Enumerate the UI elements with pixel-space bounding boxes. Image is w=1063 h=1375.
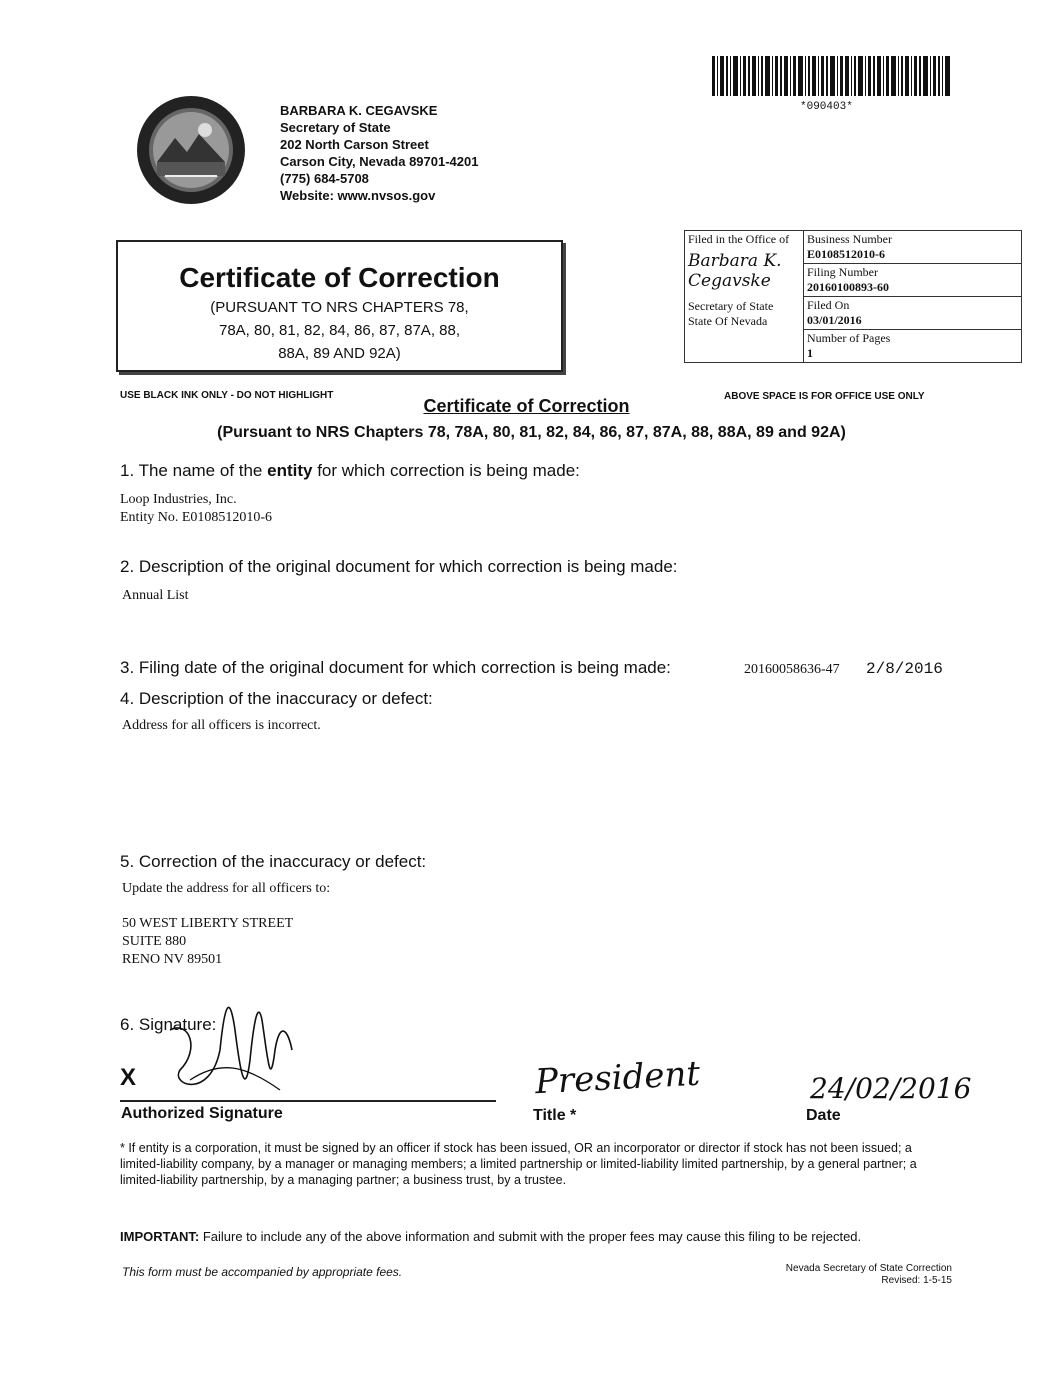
title-subtitle-2: 78A, 80, 81, 82, 84, 86, 87, 87A, 88, bbox=[218, 322, 461, 339]
footnote: * If entity is a corporation, it must be signed by an officer if stock has been issued, OR an incorporator or director if stock has not been issued; a limited-liability company, by a manager or managing members; a limited partnership or limited-liability limited partnership, by a general partner; a limited-liability partnership, by a managing partner; a business trust, by a trustee. bbox=[120, 1141, 917, 1187]
answer-5-address bbox=[122, 915, 293, 969]
certificate-title: Certificate of Correction bbox=[179, 262, 500, 293]
filed-on-cell bbox=[804, 297, 1022, 330]
question-2: 2. Description of the original document for which correction is being made: bbox=[120, 557, 678, 576]
title-value: President bbox=[534, 1053, 701, 1103]
filing-info-table bbox=[684, 230, 1022, 363]
state-seal-icon bbox=[135, 94, 247, 206]
filed-on-label: Filed On bbox=[807, 298, 850, 312]
barcode-icon bbox=[712, 56, 950, 96]
authorized-signature-label: Authorized Signature bbox=[121, 1105, 283, 1122]
address-city: RENO NV 89501 bbox=[122, 952, 223, 967]
filing-office-cell bbox=[685, 231, 804, 363]
question-6: 6. Signature: bbox=[120, 1015, 217, 1034]
answer-3-date: 2/8/2016 bbox=[866, 660, 943, 678]
answer-5-intro: Update the address for all officers to: bbox=[122, 881, 331, 896]
form-title bbox=[0, 396, 1063, 417]
form-subtitle: (Pursuant to NRS Chapters 78, 78A, 80, 81, 82, 84, 86, 87, 87A, 88, 88A, 89 and 92A) bbox=[217, 424, 846, 441]
answer-1 bbox=[120, 491, 272, 527]
question-1: 1. The name of the entity for which correction is being made: bbox=[120, 461, 580, 480]
address-line-2: Carson City, Nevada 89701-4201 bbox=[280, 154, 479, 169]
revision-line-2: Revised: 1-5-15 bbox=[881, 1275, 952, 1286]
date-label: Date bbox=[806, 1107, 841, 1124]
pages-cell bbox=[804, 330, 1022, 363]
signature-scribble-icon bbox=[150, 990, 310, 1115]
filing-number-cell bbox=[804, 264, 1022, 297]
business-number-label: Business Number bbox=[807, 232, 892, 246]
form-title-text: Certificate of Correction bbox=[423, 396, 630, 416]
pages-label: Number of Pages bbox=[807, 331, 891, 345]
answer-2: Annual List bbox=[122, 588, 189, 603]
business-number-cell bbox=[804, 231, 1022, 264]
question-4: 4. Description of the inaccuracy or defect: bbox=[120, 689, 433, 708]
title-subtitle-3: 88A, 89 AND 92A) bbox=[278, 345, 401, 362]
sos-name: BARBARA K. CEGAVSKE bbox=[280, 103, 438, 118]
revision-line-1: Nevada Secretary of State Correction bbox=[785, 1263, 952, 1274]
address-street: 50 WEST LIBERTY STREET bbox=[122, 916, 294, 931]
secretary-signature: Barbara K. Cegavske bbox=[688, 251, 782, 291]
address-suite: SUITE 880 bbox=[122, 934, 187, 949]
date-value: 24/02/2016 bbox=[810, 1072, 972, 1105]
important-label: IMPORTANT: bbox=[120, 1229, 200, 1244]
secretary-label: Secretary of State bbox=[688, 299, 774, 313]
signature-x: X bbox=[120, 1064, 137, 1091]
pages: 1 bbox=[807, 346, 813, 360]
entity-number: Entity No. E0108512010-6 bbox=[120, 510, 273, 525]
title-subtitle-1: (PURSUANT TO NRS CHAPTERS 78, bbox=[210, 299, 469, 316]
title-label: Title * bbox=[533, 1107, 577, 1124]
revision-note bbox=[700, 1263, 952, 1287]
answer-4: Address for all officers is incorrect. bbox=[122, 718, 321, 733]
entity-name: Loop Industries, Inc. bbox=[120, 492, 237, 507]
address-line-1: 202 North Carson Street bbox=[280, 137, 429, 152]
question-5: 5. Correction of the inaccuracy or defect: bbox=[120, 852, 427, 871]
filed-on: 03/01/2016 bbox=[807, 313, 862, 327]
important-text: Failure to include any of the above information and submit with the proper fees may cause this filing to be rejected. bbox=[202, 1229, 862, 1244]
filing-number-label: Filing Number bbox=[807, 265, 878, 279]
ink-note: USE BLACK INK ONLY - DO NOT HIGHLIGHT bbox=[120, 390, 334, 401]
phone: (775) 684-5708 bbox=[280, 171, 369, 186]
fees-note: This form must be accompanied by appropriate fees. bbox=[122, 1265, 403, 1279]
website: Website: www.nvsos.gov bbox=[280, 188, 436, 203]
business-number: E0108512010-6 bbox=[807, 247, 885, 261]
state-label: State Of Nevada bbox=[688, 314, 768, 328]
title-box bbox=[116, 240, 563, 372]
answer-3-number: 20160058636-47 bbox=[744, 662, 840, 677]
important-note bbox=[120, 1229, 970, 1244]
filed-in-label: Filed in the Office of bbox=[688, 232, 790, 246]
filing-number: 20160100893-60 bbox=[807, 280, 889, 294]
question-3: 3. Filing date of the original document for which correction is being made: bbox=[120, 658, 671, 677]
sos-title: Secretary of State bbox=[280, 120, 391, 135]
secretary-of-state-address bbox=[280, 102, 478, 204]
barcode-number: *090403* bbox=[800, 101, 853, 113]
office-use-note: ABOVE SPACE IS FOR OFFICE USE ONLY bbox=[724, 391, 925, 402]
